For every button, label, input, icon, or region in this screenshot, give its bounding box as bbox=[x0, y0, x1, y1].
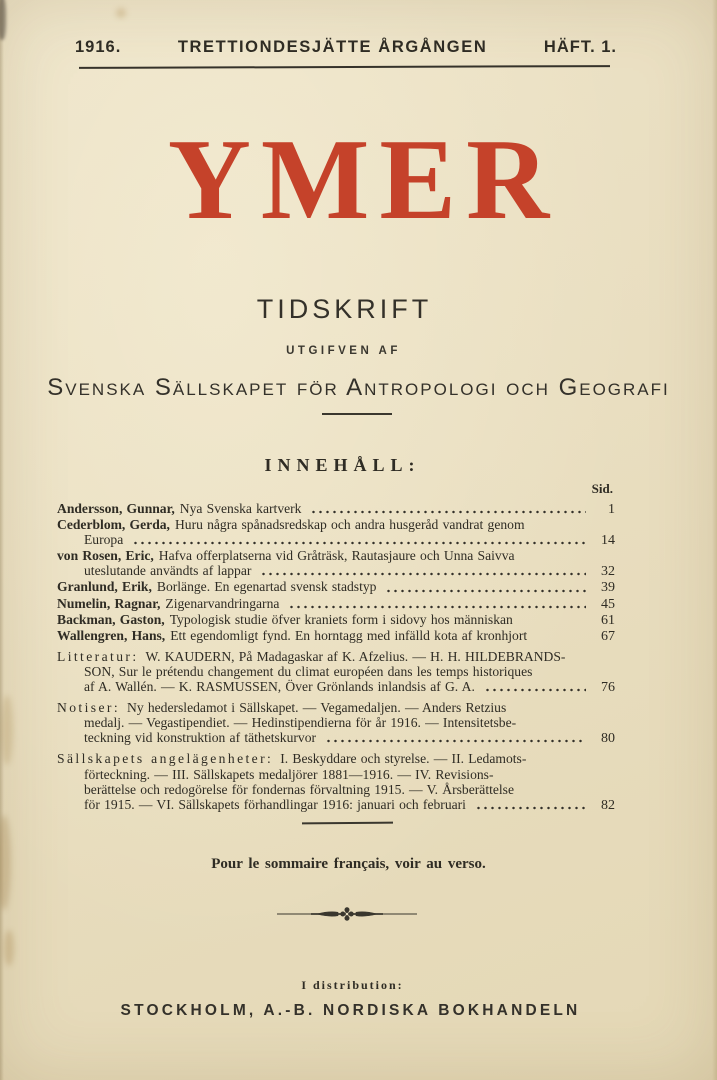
toc-title-text: Ny hedersledamot i Sällskapet. — Vegamedaljen. — Anders Retzius bbox=[127, 700, 507, 716]
toc-dot-leader bbox=[482, 688, 586, 692]
toc-line bbox=[57, 664, 615, 679]
subtitle-tidskrift: TIDSKRIFT bbox=[256, 294, 433, 324]
toc-author: Wallengren, Hans, bbox=[57, 627, 166, 643]
toc-dot-leader bbox=[323, 739, 586, 743]
toc-page-number: 61 bbox=[601, 612, 615, 628]
toc-title-text: för 1915. — VI. Sällskapets förhandlingar 1916: januari och februari bbox=[84, 796, 466, 812]
toc-title-text: medalj. — Vegastipendiet. — Hedinstipendierna för år 1916. — Intensitetsbe- bbox=[84, 715, 517, 731]
toc-page-number: 67 bbox=[601, 628, 615, 644]
toc-page-number: 1 bbox=[608, 502, 615, 517]
toc-author: Numelin, Ragnar, bbox=[57, 595, 161, 611]
toc-title-text: I. Beskyddare och styrelse. — II. Ledamots- bbox=[280, 751, 527, 767]
toc-author: Granlund, Erik, bbox=[57, 579, 152, 595]
toc-line bbox=[57, 767, 615, 782]
toc-line bbox=[57, 628, 615, 644]
toc-line bbox=[57, 501, 615, 517]
toc-title-text: Zigenarvandringarna bbox=[165, 595, 280, 611]
toc-title-text: teckning vid konstruktion af täthetskurvor bbox=[84, 730, 317, 746]
toc-author: von Rosen, Eric, bbox=[57, 548, 154, 564]
toc-dot-leader bbox=[286, 605, 586, 609]
toc-title-text: berättelse och redogörelse för fondernas förvaltning 1915. — V. Årsberättelse bbox=[84, 781, 515, 797]
toc-author: Cederblom, Gerda, bbox=[57, 517, 170, 533]
toc-line bbox=[57, 596, 615, 612]
issue-header bbox=[75, 38, 617, 57]
table-of-contents bbox=[57, 501, 615, 813]
issue-number: HÄFT. 1. bbox=[543, 38, 617, 56]
toc-title-text: Ett egendomligt fynd. En horntagg med infälld kota af kronhjort bbox=[170, 627, 528, 643]
paper-stain bbox=[1, 695, 13, 765]
floral-divider-icon bbox=[0, 906, 705, 922]
toc-title-text: Huru några spånadsredskap och andra husgeråd vandrat genom bbox=[174, 517, 525, 533]
contents-heading: INNEHÅLL: bbox=[264, 455, 421, 475]
toc-title-text: Typologisk studie öfver kraniets form i sidovy hos människan bbox=[169, 611, 513, 627]
society-name: Svenska Sällskapet för Antropologi och Geografi bbox=[47, 374, 670, 401]
toc-page-number: 76 bbox=[601, 680, 615, 696]
toc-title-text: W. KAUDERN, På Madagaskar af K. Afzelius. — H. H. HILDEBRANDS- bbox=[145, 648, 566, 664]
divider-rule bbox=[302, 822, 393, 824]
toc-section-label: Sällskapets angelägenheter: bbox=[57, 751, 274, 767]
french-summary-note: Pour le sommaire français, voir au verso. bbox=[211, 856, 486, 872]
toc-title-text: SON, Sur le prétendu changement du climat européen dans les temps historiques bbox=[84, 663, 533, 679]
toc-title-text: Nya Svenska kartverk bbox=[179, 501, 302, 516]
toc-line bbox=[57, 579, 615, 595]
page-column-label: Sid. bbox=[591, 481, 613, 496]
publisher-name: STOCKHOLM, A.-B. NORDISKA BOKHANDELN bbox=[120, 1002, 581, 1019]
toc-line bbox=[57, 612, 615, 628]
subtitle-published-by: UTGIFVEN AF bbox=[286, 345, 401, 357]
issue-year: 1916. bbox=[75, 38, 122, 56]
toc-author: Backman, Gaston, bbox=[57, 611, 165, 627]
toc-title-text: uteslutande användts af lappar bbox=[84, 563, 252, 579]
journal-title-text: YMER bbox=[167, 116, 560, 243]
distribution-label: I distribution: bbox=[301, 978, 404, 992]
toc-line bbox=[57, 782, 615, 797]
toc-title-text: förteckning. — III. Sällskapets medaljörer 1881—1916. — IV. Revisions- bbox=[84, 766, 494, 782]
scan-corner-mark bbox=[0, 0, 6, 40]
toc-section-label: Notiser: bbox=[57, 700, 120, 716]
toc-page-number: 39 bbox=[601, 580, 615, 596]
toc-dot-leader bbox=[130, 541, 586, 545]
toc-line bbox=[57, 679, 615, 695]
toc-line bbox=[57, 517, 615, 532]
toc-section-label: Litteratur: bbox=[57, 648, 139, 664]
toc-title-text: Europa bbox=[84, 532, 124, 548]
toc-line bbox=[57, 548, 615, 563]
journal-title bbox=[5, 116, 717, 243]
toc-dot-leader bbox=[308, 510, 586, 514]
divider-rule bbox=[322, 413, 392, 415]
toc-title-text: Borlänge. En egenartad svensk stadstyp bbox=[156, 579, 377, 595]
toc-author: Andersson, Gunnar, bbox=[57, 501, 175, 516]
toc-dot-leader bbox=[383, 589, 586, 593]
paper-stain bbox=[116, 8, 126, 18]
paper-stain bbox=[4, 930, 14, 966]
toc-dot-leader bbox=[473, 806, 586, 810]
toc-page-number: 14 bbox=[601, 533, 615, 549]
toc-line bbox=[57, 797, 615, 813]
toc-line bbox=[57, 532, 615, 548]
toc-page-number: 80 bbox=[601, 731, 615, 747]
toc-line bbox=[57, 730, 615, 746]
toc-page-number: 32 bbox=[601, 564, 615, 580]
toc-line bbox=[57, 563, 615, 579]
toc-line bbox=[57, 700, 615, 715]
toc-line bbox=[57, 715, 615, 730]
toc-dot-leader bbox=[258, 572, 586, 576]
toc-line bbox=[57, 649, 615, 664]
toc-line bbox=[57, 751, 615, 766]
header-rule bbox=[79, 65, 610, 69]
volume-title: TRETTIONDESJÄTTE ÅRGÅNGEN bbox=[177, 38, 488, 56]
toc-page-number: 82 bbox=[601, 797, 615, 813]
toc-title-text: Hafva offerplatserna vid Gråträsk, Rautasjaure och Unna Saivva bbox=[158, 548, 515, 564]
toc-page-number: 45 bbox=[601, 596, 615, 612]
toc-title-text: af A. Wallén. — K. RASMUSSEN, Över Grönlands inlandsis af G. A. bbox=[84, 679, 475, 695]
